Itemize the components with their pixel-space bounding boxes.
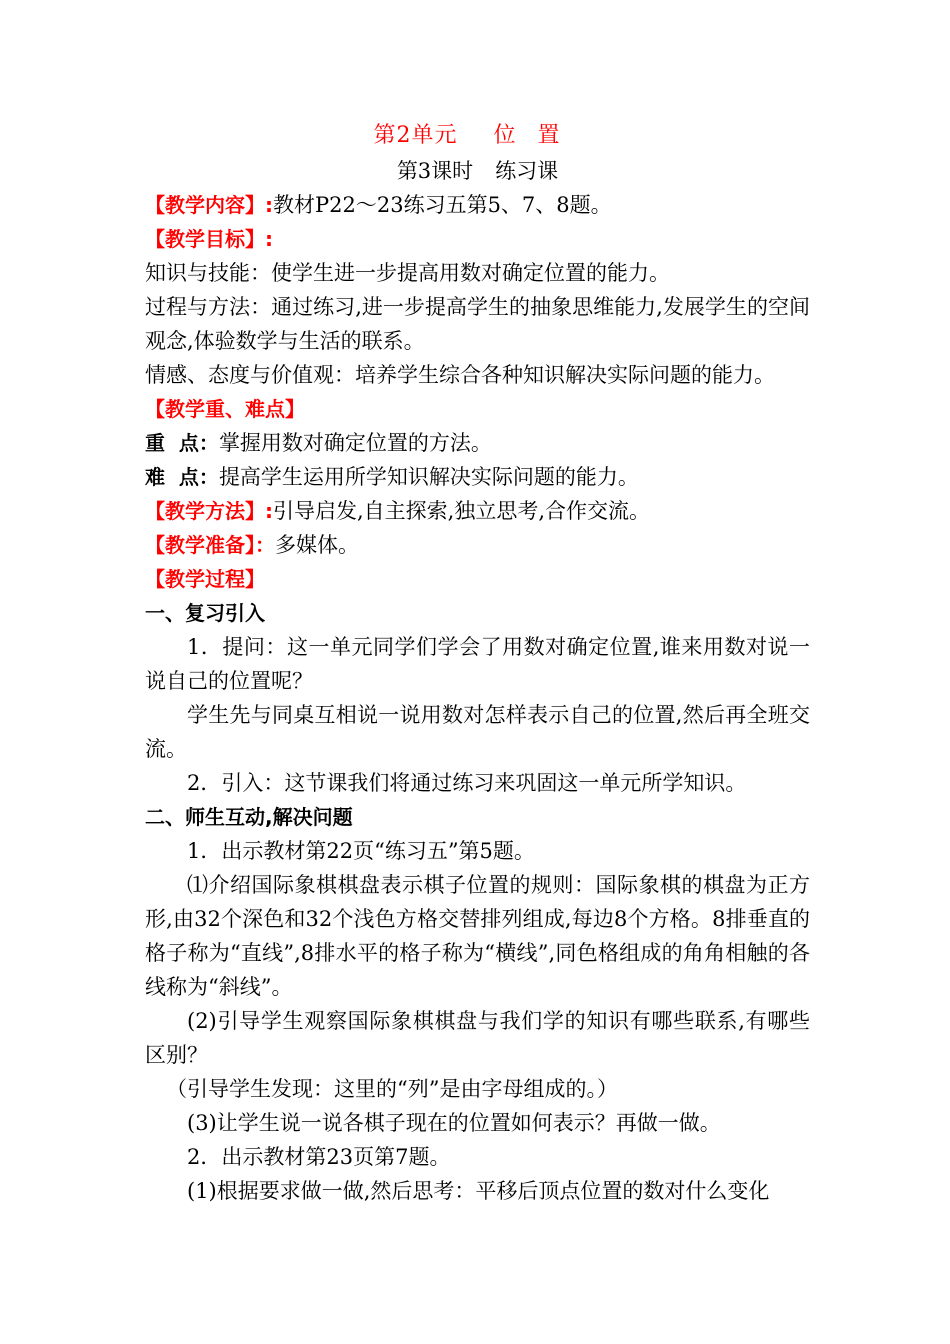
paragraph: 2．引入：这节课我们将通过练习来巩固这一单元所学知识。	[187, 771, 747, 795]
key-point-text: 掌握用数对确定位置的方法。	[218, 431, 492, 455]
teaching-process-heading	[145, 562, 810, 596]
lesson-type: 练习课	[495, 159, 559, 183]
teaching-prep-label: 【教学准备】：	[145, 533, 275, 557]
key-point-label: 重 点：	[145, 431, 219, 455]
document-body	[145, 118, 810, 1208]
paragraph: (2)引导学生观察国际象棋棋盘与我们学的知识有哪些联系,有哪些区别？	[145, 1009, 810, 1067]
teaching-goals-heading	[145, 222, 810, 256]
goal-knowledge: 知识与技能：使学生进一步提高用数对确定位置的能力。	[145, 261, 670, 285]
teaching-method-text: 引导启发,自主探索,独立思考,合作交流。	[273, 499, 651, 523]
paragraph: 学生先与同桌互相说一说用数对怎样表示自己的位置,然后再全班交流。	[145, 703, 810, 761]
lesson-subtitle	[145, 154, 810, 188]
paragraph: (1)根据要求做一做,然后思考：平移后顶点位置的数对什么变化	[187, 1179, 770, 1203]
key-point	[145, 426, 810, 460]
teaching-method	[145, 494, 810, 528]
teaching-content-text: 教材P22～23练习五第5、7、8题。	[273, 193, 612, 217]
paragraph: 1．出示教材第22页“练习五”第5题。	[187, 839, 535, 863]
teaching-content	[145, 188, 810, 222]
teaching-prep	[145, 528, 810, 562]
paragraph: 2．出示教材第23页第7题。	[187, 1145, 451, 1169]
key-difficult-label: 【教学重、难点】	[145, 397, 305, 421]
difficult-point-label: 难 点：	[145, 465, 219, 489]
lesson-number: 第3课时	[396, 159, 474, 183]
teaching-goals-label: 【教学目标】:	[145, 227, 273, 251]
paragraph: ⑴介绍国际象棋棋盘表示棋子位置的规则：国际象棋的棋盘为正方形,由32个深色和32个浅色方格交替排列组成,每边8个方格。8排垂直的格子称为“直线”,8排水平的格子称为“横线”,同色格组成的角角相触的各线称为“斜线”。	[145, 873, 810, 999]
teaching-process-label: 【教学过程】	[145, 567, 265, 591]
goal-process: 过程与方法：通过练习,进一步提高学生的抽象思维能力,发展学生的空间观念,体验数学与生活的联系。	[145, 295, 810, 353]
goal-attitude: 情感、态度与价值观：培养学生综合各种知识解决实际问题的能力。	[145, 363, 775, 387]
difficult-point-text: 提高学生运用所学知识解决实际问题的能力。	[218, 465, 639, 489]
unit-number: 第2单元	[373, 123, 458, 148]
part1-title: 一、复习引入	[145, 601, 265, 625]
difficult-point	[145, 460, 810, 494]
unit-title	[145, 118, 810, 154]
teaching-content-label: 【教学内容】:	[145, 193, 273, 217]
key-difficult-heading	[145, 392, 810, 426]
teaching-prep-text: 多媒体。	[275, 533, 359, 557]
paragraph: （引导学生发现：这里的“列”是由字母组成的。）	[166, 1077, 618, 1101]
unit-topic: 位置	[493, 123, 582, 148]
part2-title: 二、师生互动,解决问题	[145, 805, 353, 829]
paragraph: 1．提问：这一单元同学们学会了用数对确定位置,谁来用数对说一说自己的位置呢？	[145, 635, 810, 693]
paragraph: (3)让学生说一说各棋子现在的位置如何表示？再做一做。	[187, 1111, 721, 1135]
teaching-method-label: 【教学方法】:	[145, 499, 273, 523]
